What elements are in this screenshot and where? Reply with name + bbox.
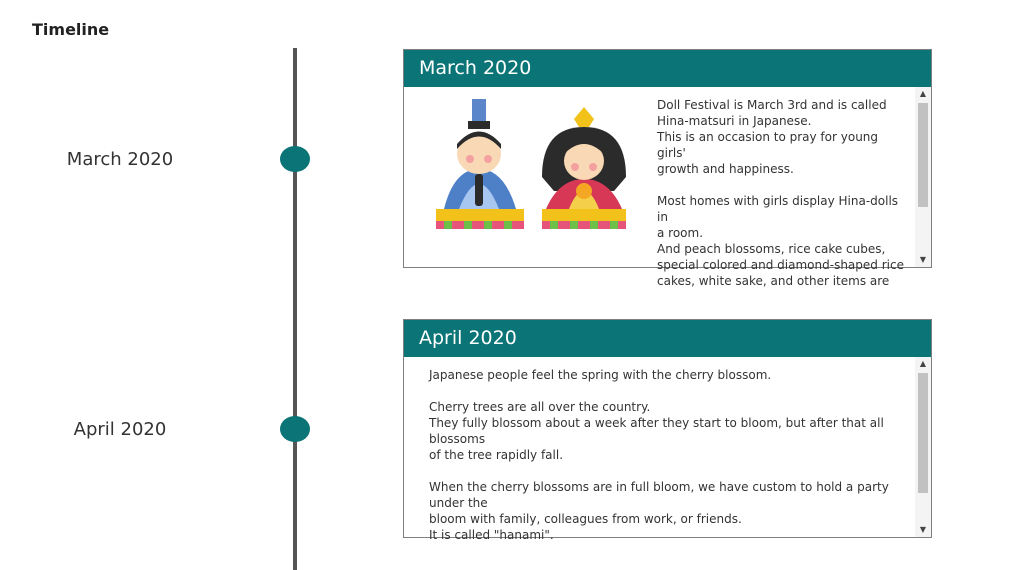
timeline-card-march [403,49,932,288]
timeline-card-april [403,319,932,542]
scrollbar-thumb[interactable] [918,373,928,493]
card-body[interactable] [404,87,931,288]
hina-dolls-image [434,99,634,239]
vertical-scrollbar[interactable] [915,87,931,267]
vertical-scrollbar[interactable] [915,357,931,537]
card-body[interactable] [404,357,931,542]
card-text: Doll Festival is March 3rd and is called Hina-matsuri in Japanese. This is an occasion to pray for young girls' growth and happiness. Most homes with girls display Hina-dolls in a room. And peach blossoms, rice cake cubes, special colored and diamond-shaped rice cakes, white sake, and other items are [657,98,904,288]
timeline-date-april: April 2020 [73,419,167,440]
timeline-line [293,48,297,570]
scroll-down-icon[interactable]: ▼ [919,255,927,264]
scroll-down-icon[interactable]: ▼ [919,525,927,534]
scroll-up-icon[interactable]: ▲ [919,359,927,368]
timeline-marker-march [280,146,310,172]
card-title: March 2020 [404,50,931,87]
page-title: Timeline [32,20,110,39]
timeline-date-march: March 2020 [66,149,174,170]
scrollbar-thumb[interactable] [918,103,928,207]
scroll-up-icon[interactable]: ▲ [919,89,927,98]
card-text: Japanese people feel the spring with the cherry blossom. Cherry trees are all over the country. They fully blossom about a week after they start to bloom, but after that all blossoms of the tree rapidly fall. When the cherry blossoms are in full bloom, we have custom to hold a party under the bloom with family, colleagues from work, or friends. It is called "hanami". [429,368,889,542]
card-title: April 2020 [404,320,931,357]
timeline-marker-april [280,416,310,442]
